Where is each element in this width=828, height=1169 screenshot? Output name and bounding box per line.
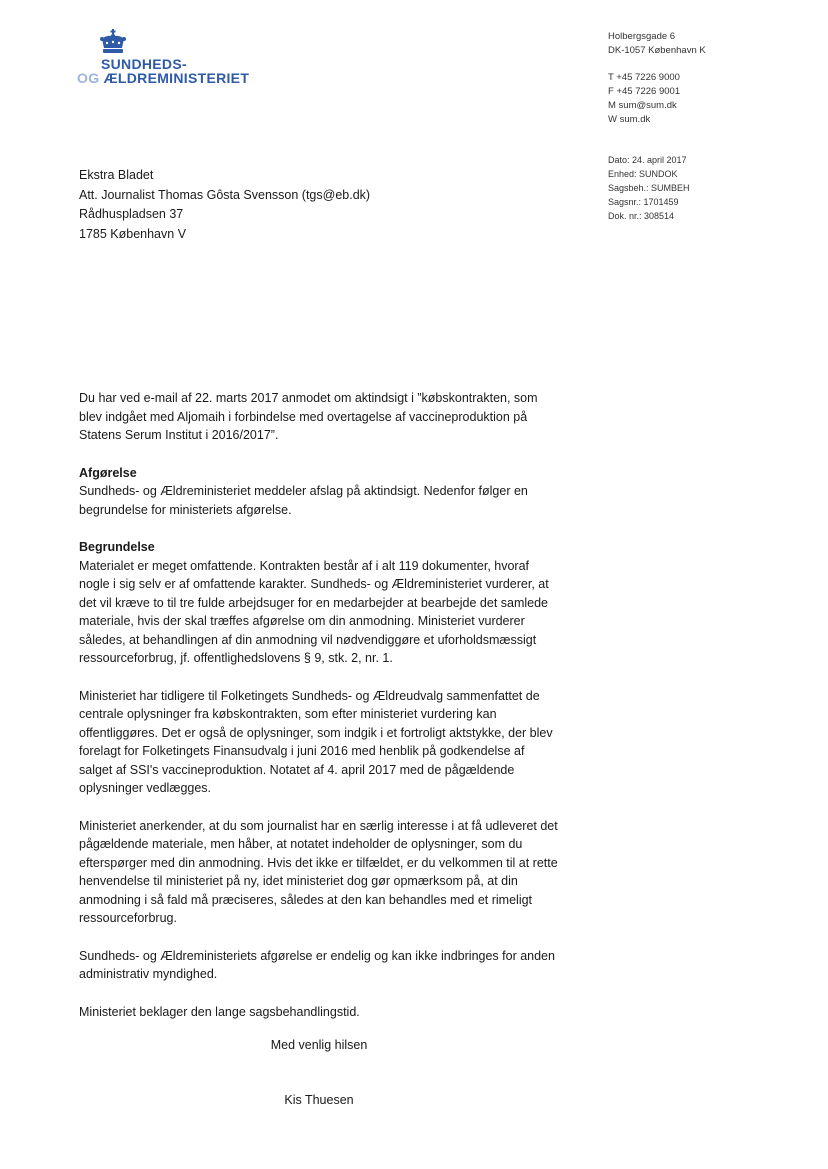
recipient-att: Att. Journalist Thomas Gôsta Svensson (tgs@eb.dk) (79, 187, 371, 202)
recipient-name: Ekstra Bladet (79, 168, 154, 182)
paragraph-3: Ministeriet anerkender, at du som journalist har en særlig interesse i at få udleveret det pågældende materiale, men håber, at notatet indeholder de oplysninger, som du efterspørger med din anmodning. Hvis det ikke er tilfældet, er du velkommen til at rette henvendelse til ministeriet på ny, idet ministeriet dog gør opmærksom på, at din anmodning i så fald må præciseres, således at den kan behandles med et rimeligt ressourceforbrug. (79, 818, 558, 925)
sender-web: W sum.dk (608, 114, 651, 125)
recipient-street: Rådhuspladsen 37 (79, 207, 184, 221)
sender-address-block (608, 30, 706, 127)
crown-icon (98, 29, 128, 55)
decision-paragraph: Sundheds- og Ældreministeriet meddeler afslag på aktindsigt. Nedenfor følger en begrundelse for ministeriets afgørelse. (79, 484, 528, 517)
sender-fax: F +45 7226 9001 (608, 86, 681, 97)
logo-text-line2 (77, 70, 249, 86)
intro-paragraph: Du har ved e-mail af 22. marts 2017 anmodet om aktindsigt i ”købskontrakten, som blev indgået med Aljomaih i forbindelse med overtagelse af vaccineproduktion på Statens Serum Institut i 2016/2017”. (79, 391, 538, 442)
sender-phone: T +45 7226 9000 (608, 72, 680, 83)
letter-body (79, 389, 559, 1021)
sender-mail: M sum@sum.dk (608, 100, 677, 111)
paragraph-2: Ministeriet har tidligere til Folketingets Sundheds- og Ældreudvalg sammenfattet de centrale oplysninger fra købskontrakten, som efter ministeriet vurdering kan offentliggøres. Det er også de oplysninger, som indgik i et fortroligt aktstykke, der blev forelagt for Folketingets Finansudvalg i juni 2016 med henblik på godkendelse af salget af SSI's vaccineproduktion. Notatet af 4. april 2017 med de pågældende oplysninger vedlægges. (79, 688, 553, 795)
meta-date: Dato: 24. april 2017 (608, 155, 687, 165)
paragraph-5: Ministeriet beklager den lange sagsbehandlingstid. (79, 1004, 360, 1019)
meta-doc-no: Dok. nr.: 308514 (608, 211, 675, 221)
sender-address2: DK-1057 København K (608, 45, 706, 56)
sender-address1: Holbergsgade 6 (608, 31, 676, 42)
logo-text-line1: SUNDHEDS- (101, 56, 187, 72)
meta-unit: Enhed: SUNDOK (608, 169, 678, 179)
recipient-city: 1785 København V (79, 226, 187, 241)
meta-case-no: Sagsnr.: 1701459 (608, 197, 679, 207)
closing-greeting: Med venlig hilsen (270, 1038, 368, 1052)
reason-heading: Begrundelse (79, 540, 155, 554)
logo-ministry: ÆLDREMINISTERIET (103, 70, 250, 86)
decision-heading: Afgørelse (79, 465, 137, 480)
meta-officer: Sagsbeh.: SUMBEH (608, 183, 690, 193)
signer-name: Kis Thuesen (284, 1093, 354, 1107)
recipient-block (79, 166, 370, 244)
logo-og: OG (77, 70, 100, 86)
reason-paragraph: Materialet er meget omfattende. Kontrakten består af i alt 119 dokumenter, hvoraf nogle i sig selv er af omfattende karakter. Sundheds- og Ældreministeriet vurderer, at det vil kræve to til tre fulde arbejdsuger for en medarbejder at bearbejde det samlede materiale, hvis der skal træffes afgørelse om din anmodning. Ministeriet vurderer således, at behandlingen af din anmodning vil nødvendiggøre et uforholdsmæssigt ressourceforbrug, jf. offentlighedslovens § 9, stk. 2, nr. 1. (79, 558, 549, 665)
case-meta-block (608, 153, 690, 223)
paragraph-4: Sundheds- og Ældreministeriets afgørelse er endelig og kan ikke indbringes for anden administrativ myndighed. (79, 948, 555, 981)
